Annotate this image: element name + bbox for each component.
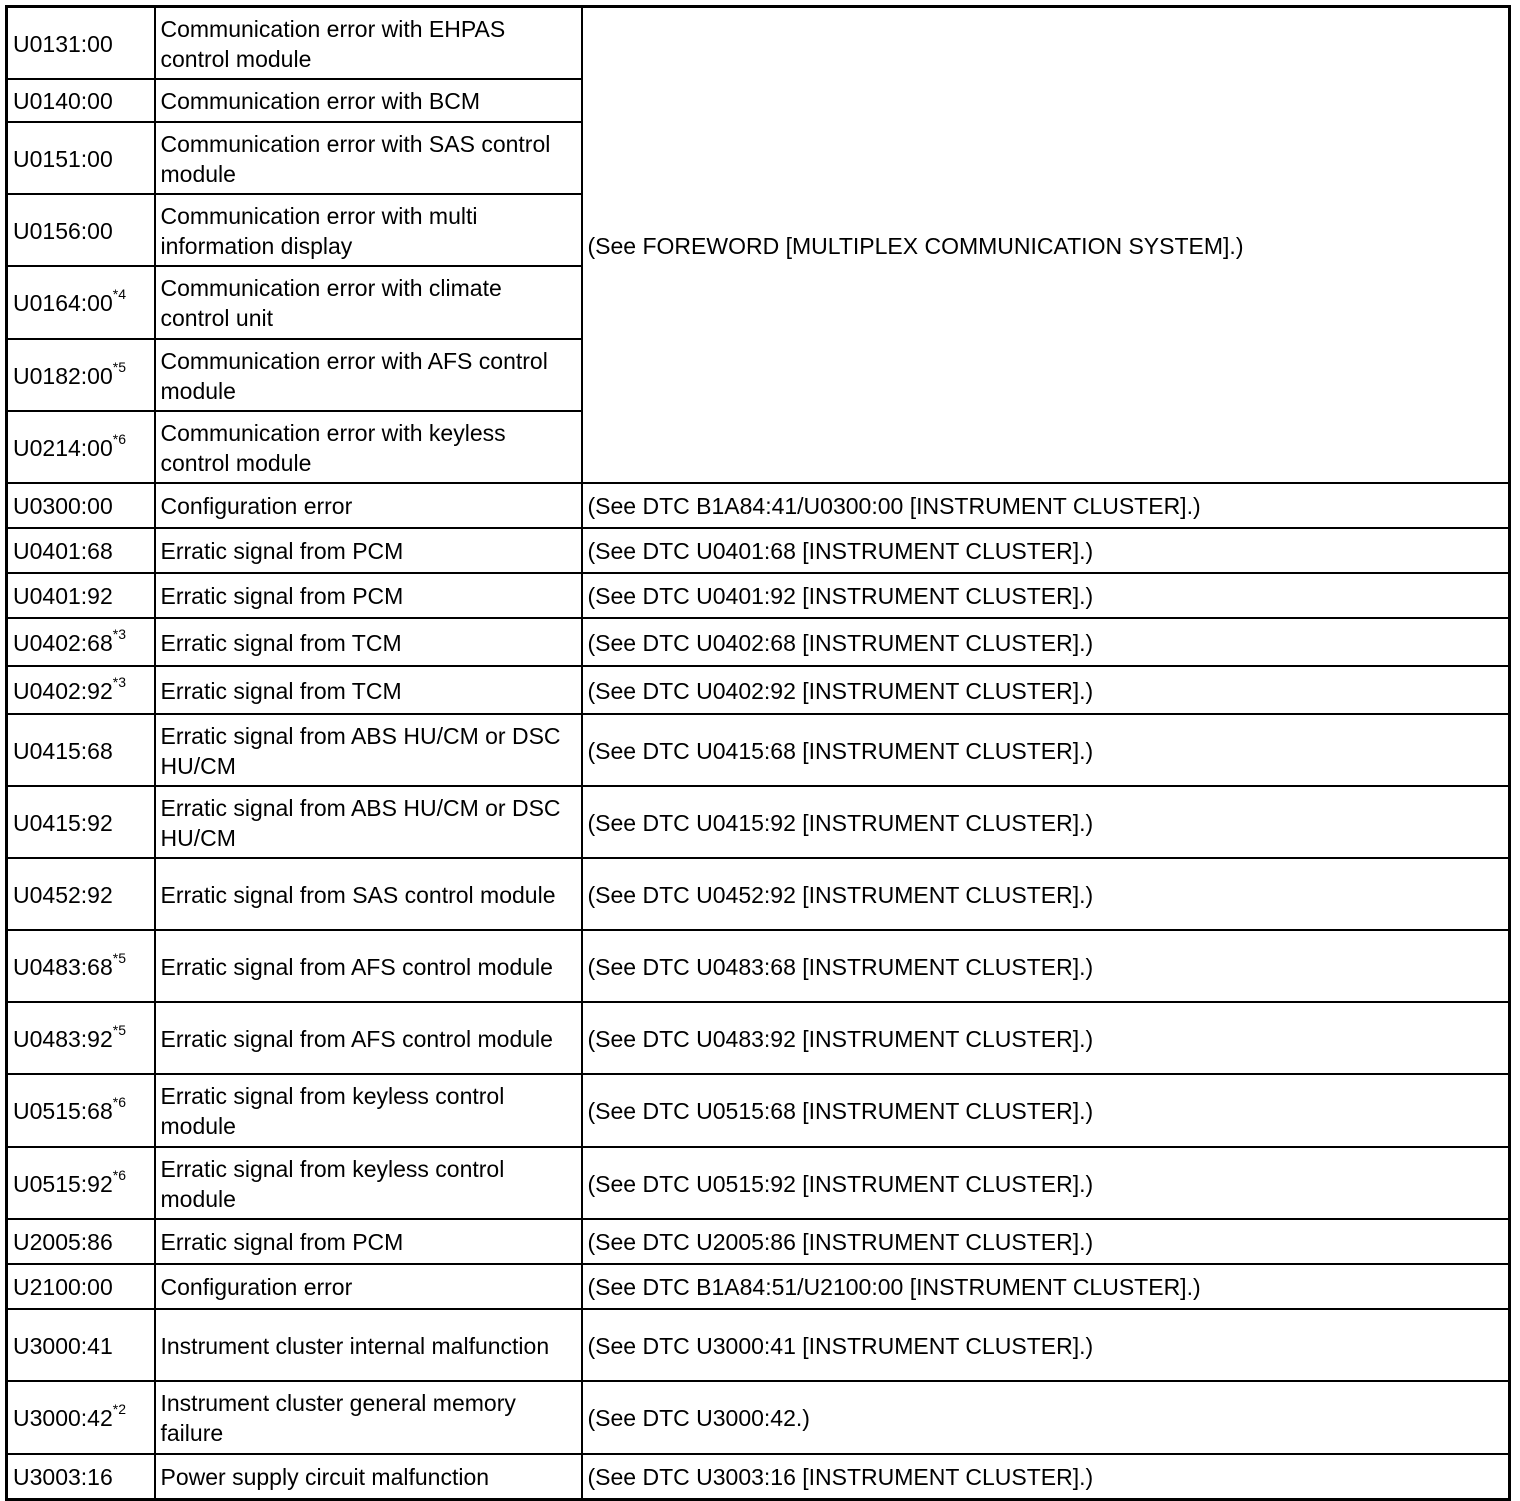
dtc-code: U0214:00$^{*6}$	[7, 411, 155, 483]
dtc-reference: (See DTC U0483:92 [INSTRUMENT CLUSTER].)	[582, 1002, 1510, 1074]
table-row	[7, 618, 1510, 666]
table-row	[7, 1147, 1510, 1219]
dtc-reference: (See DTC U2005:86 [INSTRUMENT CLUSTER].)	[582, 1219, 1510, 1264]
dtc-reference: (See DTC U3000:42.)	[582, 1381, 1510, 1454]
dtc-reference: (See DTC U0515:92 [INSTRUMENT CLUSTER].)	[582, 1147, 1510, 1219]
dtc-description: Erratic signal from TCM	[155, 666, 582, 714]
dtc-description: Erratic signal from PCM	[155, 573, 582, 618]
dtc-reference: (See DTC U3003:16 [INSTRUMENT CLUSTER].)	[582, 1454, 1510, 1500]
dtc-code: U2100:00	[7, 1264, 155, 1309]
table-row	[7, 483, 1510, 528]
table-row	[7, 1309, 1510, 1381]
dtc-code: U0483:68$^{*5}$	[7, 930, 155, 1002]
table-row	[7, 786, 1510, 858]
table-row	[7, 1264, 1510, 1309]
dtc-code: U0401:68	[7, 528, 155, 573]
dtc-description: Erratic signal from SAS control module	[155, 858, 582, 930]
dtc-code: U0402:92$^{*3}$	[7, 666, 155, 714]
dtc-code: U0483:92$^{*5}$	[7, 1002, 155, 1074]
dtc-description: Communication error with EHPAS control module	[155, 7, 582, 80]
table-row	[7, 1454, 1510, 1500]
table-row	[7, 1381, 1510, 1454]
dtc-code: U0131:00	[7, 7, 155, 80]
dtc-code: U0515:92$^{*6}$	[7, 1147, 155, 1219]
dtc-description: Communication error with SAS control module	[155, 122, 582, 194]
dtc-code: U3000:42$^{*2}$	[7, 1381, 155, 1454]
dtc-code: U0156:00	[7, 194, 155, 266]
dtc-reference: (See DTC U0515:68 [INSTRUMENT CLUSTER].)	[582, 1074, 1510, 1147]
dtc-reference: (See DTC U0401:68 [INSTRUMENT CLUSTER].)	[582, 528, 1510, 573]
dtc-code: U0402:68$^{*3}$	[7, 618, 155, 666]
dtc-description: Erratic signal from PCM	[155, 1219, 582, 1264]
dtc-reference: (See DTC U0415:68 [INSTRUMENT CLUSTER].)	[582, 714, 1510, 786]
dtc-reference: (See DTC B1A84:41/U0300:00 [INSTRUMENT CLUSTER].)	[582, 483, 1510, 528]
dtc-description: Erratic signal from keyless control module	[155, 1147, 582, 1219]
dtc-code: U0401:92	[7, 573, 155, 618]
dtc-description: Instrument cluster internal malfunction	[155, 1309, 582, 1381]
dtc-code: U0515:68$^{*6}$	[7, 1074, 155, 1147]
dtc-description: Communication error with keyless control module	[155, 411, 582, 483]
dtc-description: Instrument cluster general memory failure	[155, 1381, 582, 1454]
table-row	[7, 7, 1510, 80]
dtc-description: Erratic signal from TCM	[155, 618, 582, 666]
dtc-code: U0164:00$^{*4}$	[7, 266, 155, 339]
dtc-description: Erratic signal from keyless control module	[155, 1074, 582, 1147]
dtc-description: Erratic signal from AFS control module	[155, 1002, 582, 1074]
table-row	[7, 573, 1510, 618]
dtc-description: Erratic signal from ABS HU/CM or DSC HU/CM	[155, 714, 582, 786]
table-row	[7, 528, 1510, 573]
dtc-code: U3003:16	[7, 1454, 155, 1500]
dtc-description: Communication error with multi information display	[155, 194, 582, 266]
dtc-code: U3000:41	[7, 1309, 155, 1381]
dtc-code: U0300:00	[7, 483, 155, 528]
dtc-description: Communication error with climate control unit	[155, 266, 582, 339]
dtc-reference: (See DTC U3000:41 [INSTRUMENT CLUSTER].)	[582, 1309, 1510, 1381]
dtc-code: U2005:86	[7, 1219, 155, 1264]
dtc-code: U0415:92	[7, 786, 155, 858]
dtc-reference: (See DTC U0483:68 [INSTRUMENT CLUSTER].)	[582, 930, 1510, 1002]
dtc-reference: (See FOREWORD [MULTIPLEX COMMUNICATION SYSTEM].)	[582, 7, 1510, 484]
dtc-reference: (See DTC U0402:92 [INSTRUMENT CLUSTER].)	[582, 666, 1510, 714]
dtc-description: Communication error with AFS control module	[155, 339, 582, 411]
dtc-code: U0140:00	[7, 79, 155, 122]
dtc-description: Configuration error	[155, 1264, 582, 1309]
dtc-reference: (See DTC U0415:92 [INSTRUMENT CLUSTER].)	[582, 786, 1510, 858]
dtc-description: Erratic signal from AFS control module	[155, 930, 582, 1002]
dtc-reference: (See DTC U0452:92 [INSTRUMENT CLUSTER].)	[582, 858, 1510, 930]
table-row	[7, 1002, 1510, 1074]
table-row	[7, 1219, 1510, 1264]
table-row	[7, 858, 1510, 930]
dtc-description: Erratic signal from ABS HU/CM or DSC HU/CM	[155, 786, 582, 858]
dtc-reference: (See DTC U0402:68 [INSTRUMENT CLUSTER].)	[582, 618, 1510, 666]
table-row	[7, 1074, 1510, 1147]
dtc-table	[5, 5, 1511, 1501]
table-row	[7, 666, 1510, 714]
dtc-description: Configuration error	[155, 483, 582, 528]
dtc-description: Erratic signal from PCM	[155, 528, 582, 573]
dtc-code: U0452:92	[7, 858, 155, 930]
dtc-reference: (See DTC U0401:92 [INSTRUMENT CLUSTER].)	[582, 573, 1510, 618]
dtc-code: U0182:00$^{*5}$	[7, 339, 155, 411]
dtc-description: Communication error with BCM	[155, 79, 582, 122]
table-row	[7, 714, 1510, 786]
dtc-code: U0151:00	[7, 122, 155, 194]
dtc-description: Power supply circuit malfunction	[155, 1454, 582, 1500]
dtc-code: U0415:68	[7, 714, 155, 786]
table-row	[7, 930, 1510, 1002]
dtc-reference: (See DTC B1A84:51/U2100:00 [INSTRUMENT CLUSTER].)	[582, 1264, 1510, 1309]
